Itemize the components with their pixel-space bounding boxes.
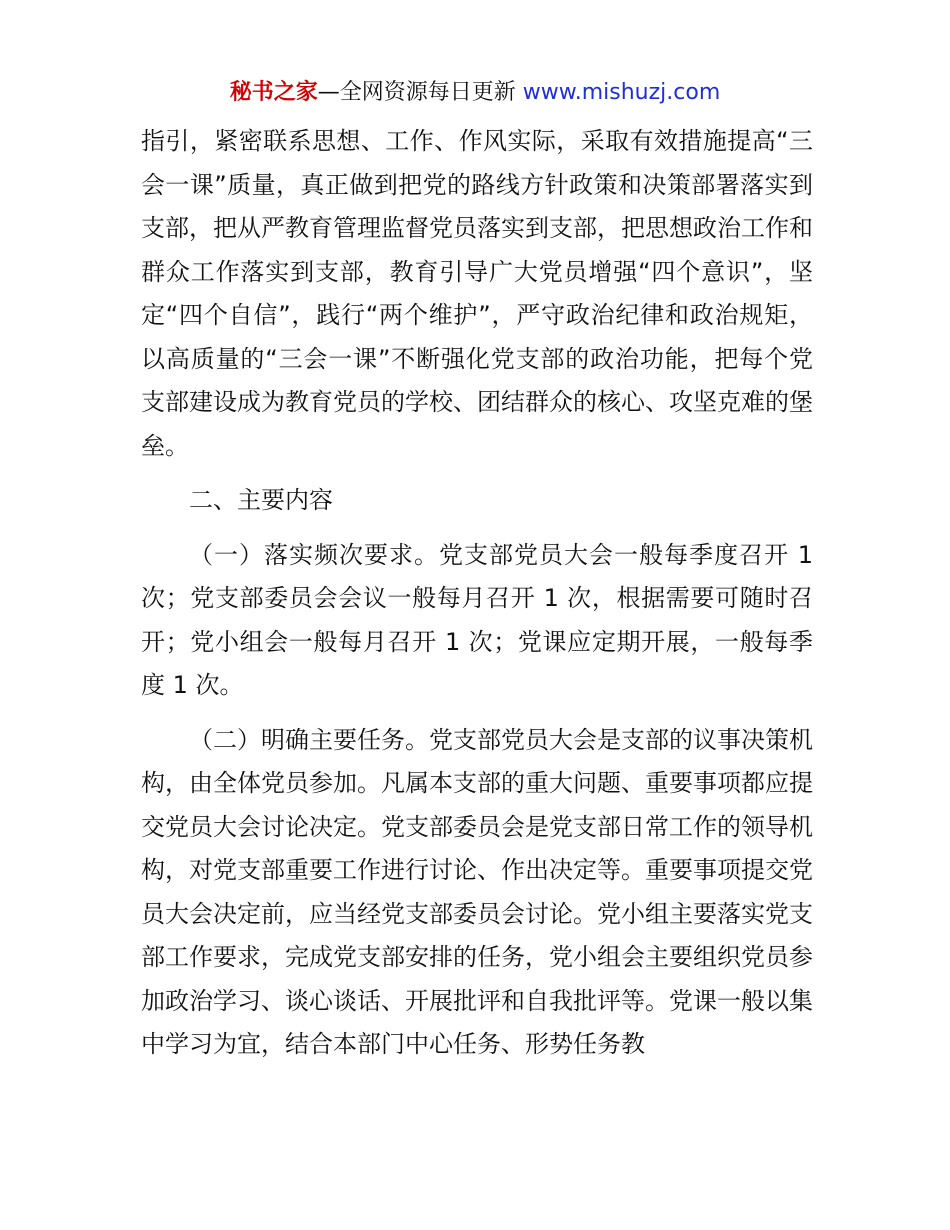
site-tagline: —全网资源每日更新 bbox=[317, 80, 523, 105]
site-brand: 秘书之家 bbox=[229, 80, 318, 105]
paragraph-frequency-requirements: （一）落实频次要求。党支部党员大会一般每季度召开 1 次；党支部委员会会议一般每月召开 1 次，根据需要可随时召开；党小组会一般每月召开 1 次；党课应定期开展，一般每季度 1 次。 bbox=[141, 540, 813, 699]
document-body bbox=[141, 120, 813, 1067]
paragraph-continuation: 指引，紧密联系思想、工作、作风实际，采取有效措施提高“三会一课”质量，真正做到把党的路线方针政策和决策部署落实到支部，把从严教育管理监督党员落实到支部，把思想政治工作和群众工作落实到支部，教育引导广大党员增强“四个意识”，坚定“四个自信”，践行“两个维护”，严守政治纪律和政治规矩，以高质量的“三会一课”不断强化党支部的政治功能，把每个党支部建设成为教育党员的学校、团结群众的核心、攻坚克难的堡垒。 bbox=[141, 127, 813, 460]
page-header bbox=[0, 78, 950, 108]
paragraph-main-tasks: （二）明确主要任务。党支部党员大会是支部的议事决策机构，由全体党员参加。凡属本支部的重大问题、重要事项都应提交党员大会讨论决定。党支部委员会是党支部日常工作的领导机构，对党支部重要工作进行讨论、作出决定等。重要事项提交党员大会决定前，应当经党支部委员会讨论。党小组主要落实党支部工作要求，完成党支部安排的任务，党小组会主要组织党员参加政治学习、谈心谈话、开展批评和自我批评等。党课一般以集中学习为宜，结合本部门中心任务、形势任务教 bbox=[141, 725, 813, 1058]
site-url-link[interactable]: www.mishuzj.com bbox=[522, 80, 721, 105]
section-heading: 二、主要内容 bbox=[189, 486, 333, 514]
